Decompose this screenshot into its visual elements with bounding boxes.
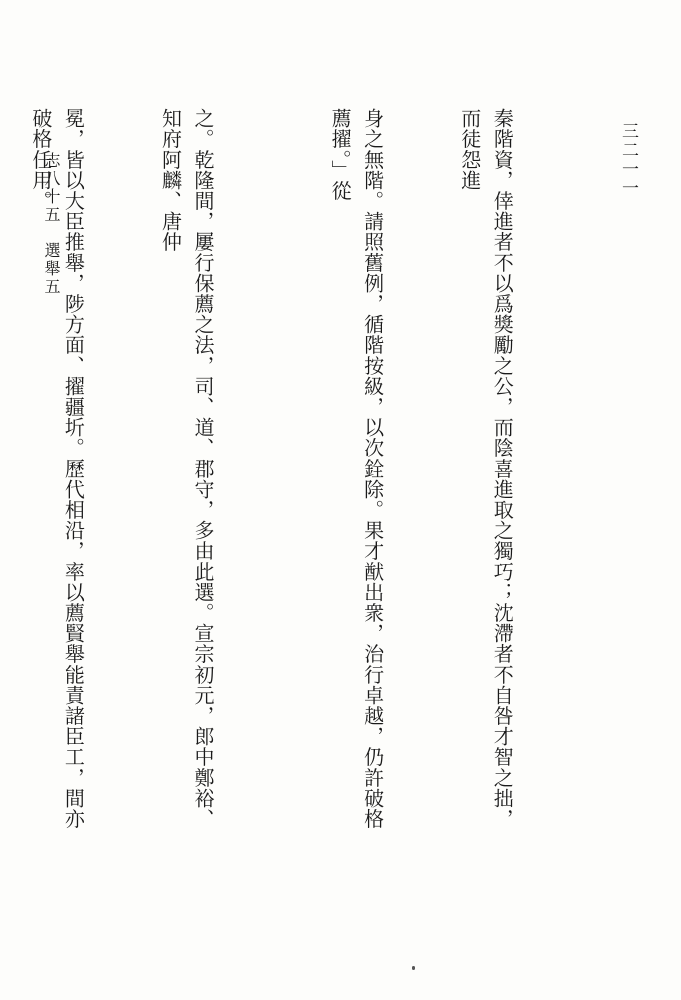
running-header: 志八十五 選舉五 <box>42 152 61 296</box>
text-column: 之。乾隆間，屢行保薦之法，司、道、郡守，多由此選。宣宗初元，郎中鄭裕、知府阿麟、唐仲 <box>158 108 215 829</box>
print-speck <box>412 966 415 970</box>
text-column: 冕，皆以大臣推舉，陟方面、擢疆圻。歷代相沿，率以薦賢舉能責諸臣工，間亦破格任用。 <box>28 108 86 829</box>
page-number: 三二一一 <box>618 122 638 198</box>
text-column: 身之無階。請照舊例，循階按級，以次銓除。果才猷出衆，治行卓越，仍許破格薦擢。」從 <box>328 108 385 829</box>
text-column: 秦階資，倖進者不以爲獎勵之公，而陰喜進取之獨巧；沈滯者不自咎才智之拙，而徒怨進 <box>457 108 515 829</box>
